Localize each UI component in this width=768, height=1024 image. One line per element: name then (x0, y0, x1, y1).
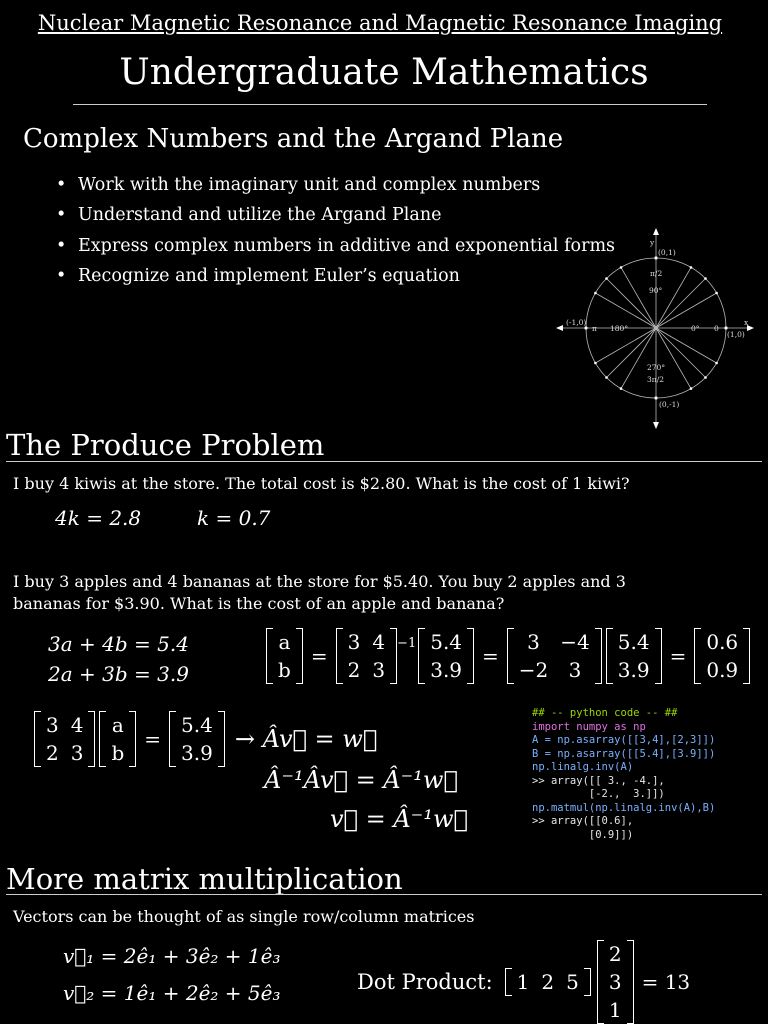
code-line: np.matmul(np.linalg.inv(A),B) (532, 801, 716, 814)
label-pi-half: π/2 (650, 269, 663, 278)
label-0deg: 0° (691, 324, 700, 333)
complex-bullet-list (58, 170, 615, 291)
question-fruit-line1: I buy 3 apples and 4 bananas at the store for $5.40. You buy 2 apples and 3 (13, 572, 626, 591)
equation-kiwi-2: k = 0.7 (197, 506, 271, 530)
dot-product-label: Dot Product: (357, 970, 493, 994)
y-arrow-down-icon (653, 422, 659, 429)
matrix-A: 3 4 2 3 (336, 628, 397, 684)
equation-solution: v⃗ = Â⁻¹w⃗ (330, 805, 468, 833)
complex-heading: Complex Numbers and the Argand Plane (23, 124, 564, 154)
bullet-item: • Work with the imaginary unit and complex numbers (58, 170, 615, 200)
equation-av-w: → Âv⃗ = w⃗ (234, 725, 378, 753)
page-title: Undergraduate Mathematics (119, 52, 649, 93)
label-zero: 0 (714, 324, 719, 333)
code-line: np.linalg.inv(A) (532, 761, 634, 773)
question-kiwi: I buy 4 kiwis at the store. The total cost is $2.80. What is the cost of 1 kiwi? (13, 474, 630, 493)
question-fruit-line2: bananas for $3.90. What is the cost of an apple and banana? (13, 594, 505, 613)
label-right: (1,0) (727, 330, 745, 339)
dot-product-result: = 13 (641, 970, 691, 994)
y-arrow-icon (653, 228, 659, 235)
bullet-item: • Express complex numbers in additive and exponential forms (58, 231, 615, 261)
vector-w-3: 5.4 3.9 (169, 711, 225, 767)
vector-ab-2: a b (99, 711, 136, 767)
matrix-solution-equation: a b = 3 4 2 3 $^{-1}$ 5.4 3.9 = 3 −4 −2 3 5.4 3.9 = 0.6 0.9 (266, 628, 750, 684)
vectors-intro: Vectors can be thought of as single row/column matrices (13, 907, 475, 926)
label-left: (-1,0) (566, 318, 587, 327)
unit-circle-diagram (552, 226, 762, 430)
row-vector: 1 2 5 (505, 968, 591, 996)
code-line: B = np.asarray([[5.4],[3.9]]) (532, 747, 716, 760)
matrix-A-2: 3 4 2 3 (34, 711, 95, 767)
x-arrow-left-icon (556, 325, 563, 331)
vector-v2-definition: v⃗₂ = 1ê₁ + 2ê₂ + 5ê₃ (63, 981, 281, 1005)
vector-ab: a b (266, 628, 303, 684)
code-line: >> array([[0.6], (532, 815, 634, 827)
produce-heading: The Produce Problem (6, 428, 325, 462)
equation-kiwi-1: 4k = 2.8 (55, 506, 142, 530)
code-line: [0.9]]) (532, 828, 634, 841)
dot-product-equation (357, 940, 690, 1024)
code-line: A = np.asarray([[3,4],[2,3]]) (532, 734, 716, 746)
system-eq-2: 2a + 3b = 3.9 (48, 662, 189, 686)
label-bottom: (0,-1) (659, 400, 680, 409)
column-vector: 2 3 1 (597, 940, 634, 1024)
label-90: 90° (649, 286, 663, 295)
code-line: >> array([[ 3., -4.], (532, 774, 665, 787)
label-3pi-half: 3π/2 (647, 375, 664, 384)
matrix-mult-rule (6, 894, 762, 895)
code-line: import numpy as np (532, 720, 646, 733)
system-eq-1: 3a + 4b = 5.4 (48, 632, 189, 656)
x-axis-label: x (744, 318, 749, 327)
vector-v1-definition: v⃗₁ = 2ê₁ + 3ê₂ + 1ê₃ (63, 944, 281, 968)
label-270: 270° (647, 363, 666, 372)
matrix-mult-heading: More matrix multiplication (6, 862, 403, 896)
python-code-block (532, 707, 715, 842)
title-divider (73, 104, 707, 105)
code-line: [-2., 3.]]) (532, 788, 665, 800)
y-axis-label: y (650, 238, 655, 247)
vector-w-2: 5.4 3.9 (606, 628, 662, 684)
matrix-product-equation: 3 4 2 3 a b = 5.4 3.9 → Âv⃗ = w⃗ (34, 711, 377, 767)
course-title: Nuclear Magnetic Resonance and Magnetic Resonance Imaging (37, 11, 723, 35)
vector-result: 0.6 0.9 (694, 628, 750, 684)
label-180: 180° (610, 324, 629, 333)
vector-w: 5.4 3.9 (418, 628, 474, 684)
label-pi: π (592, 324, 597, 333)
code-line: ## -- python code -- ## (532, 707, 678, 719)
label-top: (0,1) (658, 248, 676, 257)
produce-rule (6, 461, 762, 462)
bullet-item: • Understand and utilize the Argand Plane (58, 200, 615, 230)
inverse-exponent: −1 (397, 635, 417, 651)
matrix-A-inverse: 3 −4 −2 3 (507, 628, 602, 684)
equation-inverse-step: Â⁻¹Âv⃗ = Â⁻¹w⃗ (264, 766, 458, 794)
bullet-item: • Recognize and implement Euler’s equation (58, 261, 615, 291)
